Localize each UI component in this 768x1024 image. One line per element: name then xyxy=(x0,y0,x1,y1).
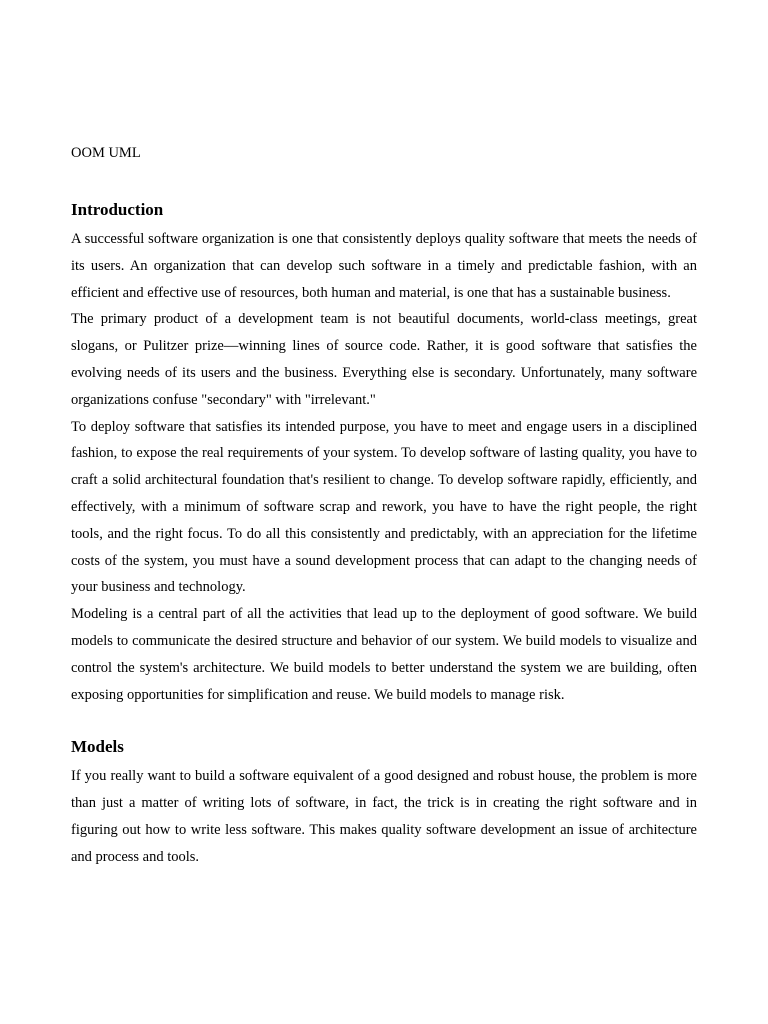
document-label: OOM UML xyxy=(71,145,141,161)
paragraph: A successful software organization is one that consistently deploys quality software that meets the needs of its users. An organization that can develop such software in a timely and predictable fashion, with an efficient and effective use of resources, both human and material, is one that has a sustainable business. xyxy=(71,231,697,301)
section-heading-models: Models xyxy=(71,737,124,757)
section-body-introduction xyxy=(71,226,697,708)
section-models xyxy=(71,736,697,870)
paragraph: Modeling is a central part of all the activities that lead up to the deployment of good software. We build models to communicate the desired structure and behavior of our system. We build models to visualize and control the system's architecture. We build models to better understand the system we are building, often exposing opportunities for simplification and reuse. We build models to manage risk. xyxy=(71,606,697,703)
section-heading-introduction: Introduction xyxy=(71,200,164,219)
paragraph: To deploy software that satisfies its intended purpose, you have to meet and engage users in a disciplined fashion, to expose the real requirements of your system. To develop software of lasting quality, you have to craft a solid architectural foundation that's resilient to change. To develop software rapidly, efficiently, and effectively, with a minimum of software scrap and rework, you have to have the right people, the right tools, and the right focus. To do all this consistently and predictably, with an appreciation for the lifetime costs of the system, you must have a sound development process that can adapt to the changing needs of your business and technology. xyxy=(71,418,697,596)
paragraph: If you really want to build a software equivalent of a good designed and robust house, the problem is more than just a matter of writing lots of software, in fact, the trick is in creating the right software and in figuring out how to write less software. This makes quality software development an issue of architecture and process and tools. xyxy=(71,768,697,865)
section-introduction xyxy=(71,199,697,708)
paragraph: The primary product of a development team is not beautiful documents, world-class meetings, great slogans, or Pulitzer prize—winning lines of source code. Rather, it is good software that satisfies the evolving needs of its users and the business. Everything else is secondary. Unfortunately, many software organizations confuse "secondary" with "irrelevant." xyxy=(71,311,697,408)
section-body-models xyxy=(71,763,697,870)
